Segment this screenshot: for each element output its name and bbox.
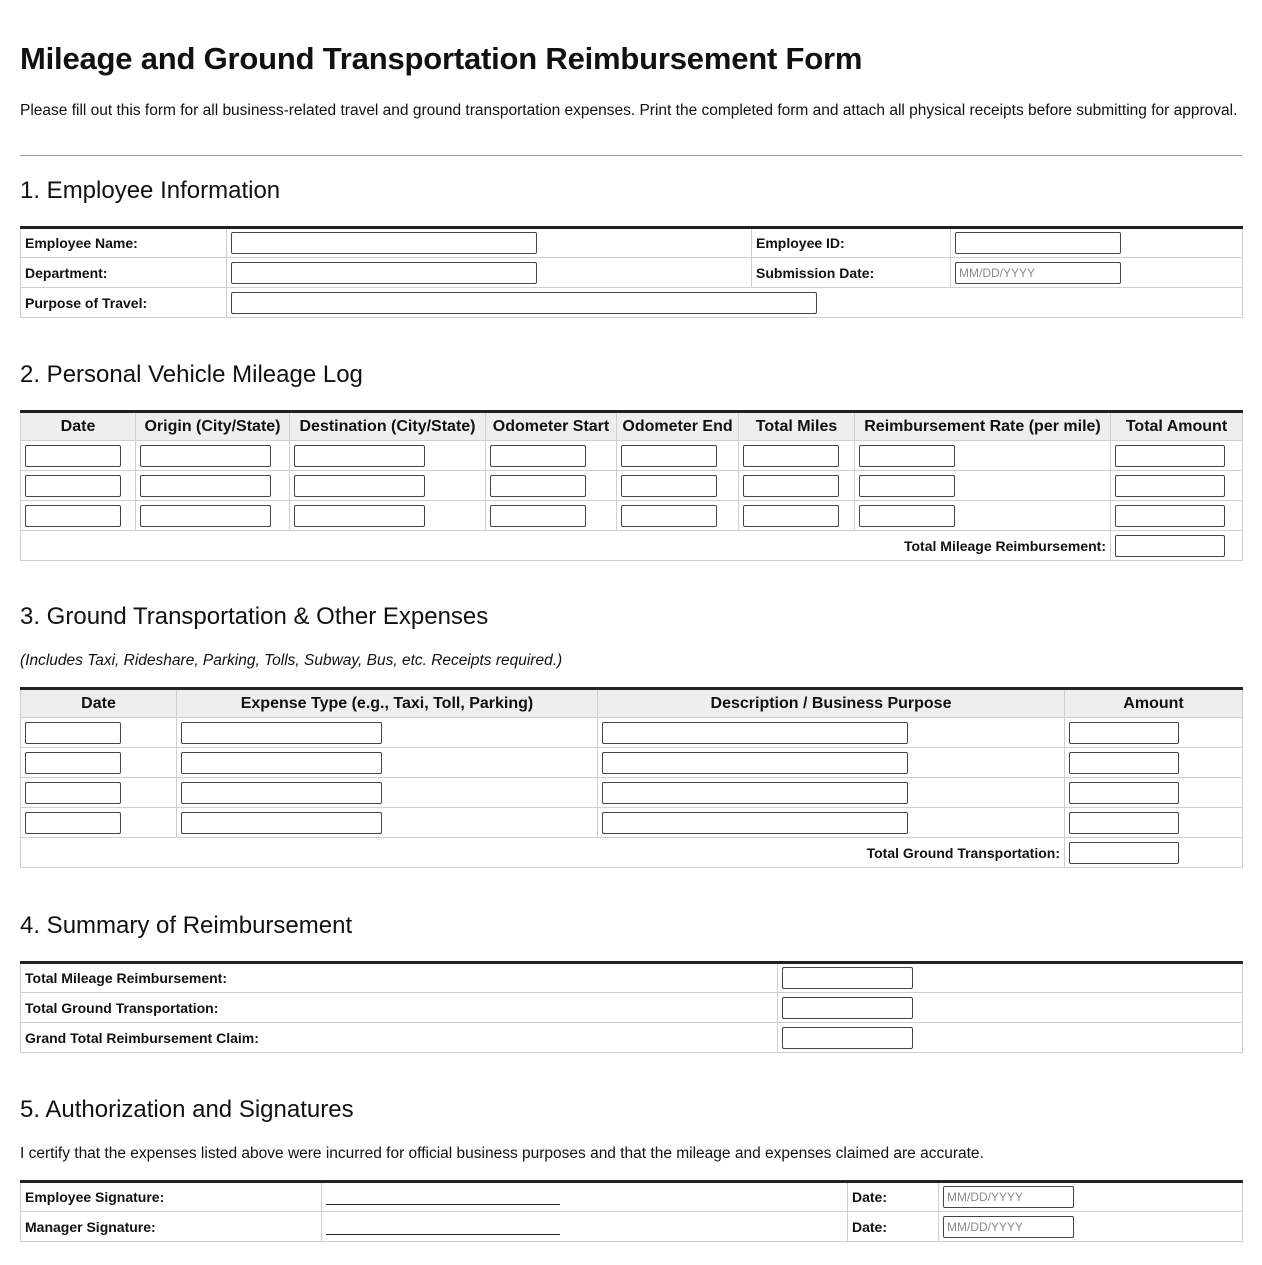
table-row bbox=[21, 531, 1243, 561]
department-label: Department: bbox=[21, 258, 227, 288]
purpose-label: Purpose of Travel: bbox=[21, 288, 227, 318]
table-row bbox=[21, 441, 1243, 471]
table-row bbox=[21, 288, 1243, 318]
expense-expense-type-e-g-taxi-toll-parking-input[interactable] bbox=[181, 752, 382, 774]
mileage-reimbursement-rate-per-mile-input[interactable] bbox=[859, 445, 955, 467]
table-header-row bbox=[21, 689, 1243, 718]
mileage-origin-city-state-input[interactable] bbox=[140, 505, 271, 527]
summary-total-mileage-reimbursement-input[interactable] bbox=[782, 967, 913, 989]
mileage-total-amount-input[interactable] bbox=[1115, 445, 1225, 467]
mileage-log-table bbox=[20, 410, 1243, 561]
total-ground-label: Total Ground Transportation: bbox=[21, 838, 1065, 868]
expense-amount-input[interactable] bbox=[1069, 812, 1179, 834]
manager-signature-label: Manager Signature: bbox=[21, 1212, 322, 1242]
mileage-odometer-start-input[interactable] bbox=[490, 505, 586, 527]
table-row bbox=[21, 748, 1243, 778]
mileage-odometer-end-input[interactable] bbox=[621, 505, 717, 527]
summary-total-ground-transportation-label: Total Ground Transportation: bbox=[21, 993, 778, 1023]
submission-date-input[interactable]: MM/DD/YYYY bbox=[955, 262, 1121, 284]
column-header-expense-type-e-g-taxi-toll-parking: Expense Type (e.g., Taxi, Toll, Parking) bbox=[177, 689, 598, 718]
mileage-reimbursement-rate-per-mile-input[interactable] bbox=[859, 505, 955, 527]
employee-name-label: Employee Name: bbox=[21, 228, 227, 258]
section-heading-employee-info: 1. Employee Information bbox=[20, 177, 281, 204]
intro-text: Please fill out this form for all business-related travel and ground transportation expenses. Print the completed form and attach all physical receipts before submitting for approval. bbox=[20, 102, 1238, 119]
total-ground-input[interactable] bbox=[1069, 842, 1179, 864]
mileage-odometer-end-input[interactable] bbox=[621, 445, 717, 467]
column-header-odometer-start: Odometer Start bbox=[486, 412, 617, 441]
column-header-total-amount: Total Amount bbox=[1111, 412, 1243, 441]
summary-grand-total-reimbursement-claim-input[interactable] bbox=[782, 1027, 913, 1049]
expense-amount-input[interactable] bbox=[1069, 722, 1179, 744]
mileage-total-amount-input[interactable] bbox=[1115, 505, 1225, 527]
submission-date-label: Submission Date: bbox=[752, 258, 951, 288]
expense-date-input[interactable] bbox=[25, 812, 121, 834]
header-divider bbox=[20, 155, 1242, 156]
mileage-date-input[interactable] bbox=[25, 505, 121, 527]
manager-signature-line[interactable] bbox=[326, 1220, 560, 1235]
table-row bbox=[21, 963, 1243, 993]
table-row bbox=[21, 993, 1243, 1023]
section-heading-summary: 4. Summary of Reimbursement bbox=[20, 912, 353, 939]
mileage-reimbursement-rate-per-mile-input[interactable] bbox=[859, 475, 955, 497]
expense-amount-input[interactable] bbox=[1069, 782, 1179, 804]
expense-description-business-purpose-input[interactable] bbox=[602, 812, 908, 834]
expense-expense-type-e-g-taxi-toll-parking-input[interactable] bbox=[181, 812, 382, 834]
ground-transport-note: (Includes Taxi, Rideshare, Parking, Tolls, Subway, Bus, etc. Receipts required.) bbox=[20, 652, 563, 669]
mileage-origin-city-state-input[interactable] bbox=[140, 475, 271, 497]
mileage-destination-city-state-input[interactable] bbox=[294, 505, 425, 527]
expense-date-input[interactable] bbox=[25, 722, 121, 744]
column-header-odometer-end: Odometer End bbox=[617, 412, 739, 441]
signatures-table bbox=[20, 1180, 1243, 1242]
employee-id-input[interactable] bbox=[955, 232, 1121, 254]
column-header-date: Date bbox=[21, 412, 136, 441]
ground-transport-table bbox=[20, 687, 1243, 868]
expense-date-input[interactable] bbox=[25, 752, 121, 774]
expense-date-input[interactable] bbox=[25, 782, 121, 804]
table-row bbox=[21, 1182, 1243, 1212]
mileage-destination-city-state-input[interactable] bbox=[294, 445, 425, 467]
mileage-odometer-start-input[interactable] bbox=[490, 445, 586, 467]
table-row bbox=[21, 501, 1243, 531]
department-input[interactable] bbox=[231, 262, 537, 284]
column-header-description-business-purpose: Description / Business Purpose bbox=[598, 689, 1065, 718]
table-row bbox=[21, 471, 1243, 501]
expense-amount-input[interactable] bbox=[1069, 752, 1179, 774]
page-title: Mileage and Ground Transportation Reimbursement Form bbox=[20, 41, 863, 76]
purpose-input[interactable] bbox=[231, 292, 817, 314]
table-row bbox=[21, 258, 1243, 288]
section-heading-authorization: 5. Authorization and Signatures bbox=[20, 1096, 354, 1123]
employee-info-table bbox=[20, 226, 1243, 318]
total-mileage-input[interactable] bbox=[1115, 535, 1225, 557]
expense-description-business-purpose-input[interactable] bbox=[602, 752, 908, 774]
table-row bbox=[21, 1023, 1243, 1053]
summary-table bbox=[20, 961, 1243, 1053]
manager-signature-date-input[interactable]: MM/DD/YYYY bbox=[943, 1216, 1074, 1238]
section-heading-ground-transport: 3. Ground Transportation & Other Expenses bbox=[20, 603, 489, 630]
employee-signature-line[interactable] bbox=[326, 1190, 560, 1205]
table-row bbox=[21, 1212, 1243, 1242]
table-row bbox=[21, 808, 1243, 838]
mileage-date-input[interactable] bbox=[25, 445, 121, 467]
certification-text: I certify that the expenses listed above were incurred for official business purposes and that the mileage and expenses claimed are accurate. bbox=[20, 1145, 984, 1162]
column-header-destination-city-state: Destination (City/State) bbox=[290, 412, 486, 441]
table-row bbox=[21, 718, 1243, 748]
employee-signature-date-input[interactable]: MM/DD/YYYY bbox=[943, 1186, 1074, 1208]
column-header-total-miles: Total Miles bbox=[739, 412, 855, 441]
mileage-date-input[interactable] bbox=[25, 475, 121, 497]
table-row bbox=[21, 228, 1243, 258]
employee-name-input[interactable] bbox=[231, 232, 537, 254]
mileage-origin-city-state-input[interactable] bbox=[140, 445, 271, 467]
mileage-total-amount-input[interactable] bbox=[1115, 475, 1225, 497]
summary-total-mileage-reimbursement-label: Total Mileage Reimbursement: bbox=[21, 963, 778, 993]
employee-date-label: Date: bbox=[848, 1182, 939, 1212]
mileage-total-miles-input[interactable] bbox=[743, 505, 839, 527]
employee-signature-label: Employee Signature: bbox=[21, 1182, 322, 1212]
mileage-odometer-start-input[interactable] bbox=[490, 475, 586, 497]
expense-description-business-purpose-input[interactable] bbox=[602, 782, 908, 804]
expense-description-business-purpose-input[interactable] bbox=[602, 722, 908, 744]
expense-expense-type-e-g-taxi-toll-parking-input[interactable] bbox=[181, 782, 382, 804]
expense-expense-type-e-g-taxi-toll-parking-input[interactable] bbox=[181, 722, 382, 744]
employee-id-label: Employee ID: bbox=[752, 228, 951, 258]
mileage-total-miles-input[interactable] bbox=[743, 445, 839, 467]
table-row bbox=[21, 838, 1243, 868]
table-row bbox=[21, 778, 1243, 808]
section-heading-mileage-log: 2. Personal Vehicle Mileage Log bbox=[20, 361, 363, 388]
mileage-odometer-end-input[interactable] bbox=[621, 475, 717, 497]
mileage-total-miles-input[interactable] bbox=[743, 475, 839, 497]
summary-total-ground-transportation-input[interactable] bbox=[782, 997, 913, 1019]
manager-date-label: Date: bbox=[848, 1212, 939, 1242]
total-mileage-label: Total Mileage Reimbursement: bbox=[21, 531, 1111, 561]
column-header-amount: Amount bbox=[1065, 689, 1243, 718]
summary-grand-total-reimbursement-claim-label: Grand Total Reimbursement Claim: bbox=[21, 1023, 778, 1053]
table-header-row bbox=[21, 412, 1243, 441]
column-header-date: Date bbox=[21, 689, 177, 718]
column-header-origin-city-state: Origin (City/State) bbox=[136, 412, 290, 441]
column-header-reimbursement-rate-per-mile: Reimbursement Rate (per mile) bbox=[855, 412, 1111, 441]
mileage-destination-city-state-input[interactable] bbox=[294, 475, 425, 497]
